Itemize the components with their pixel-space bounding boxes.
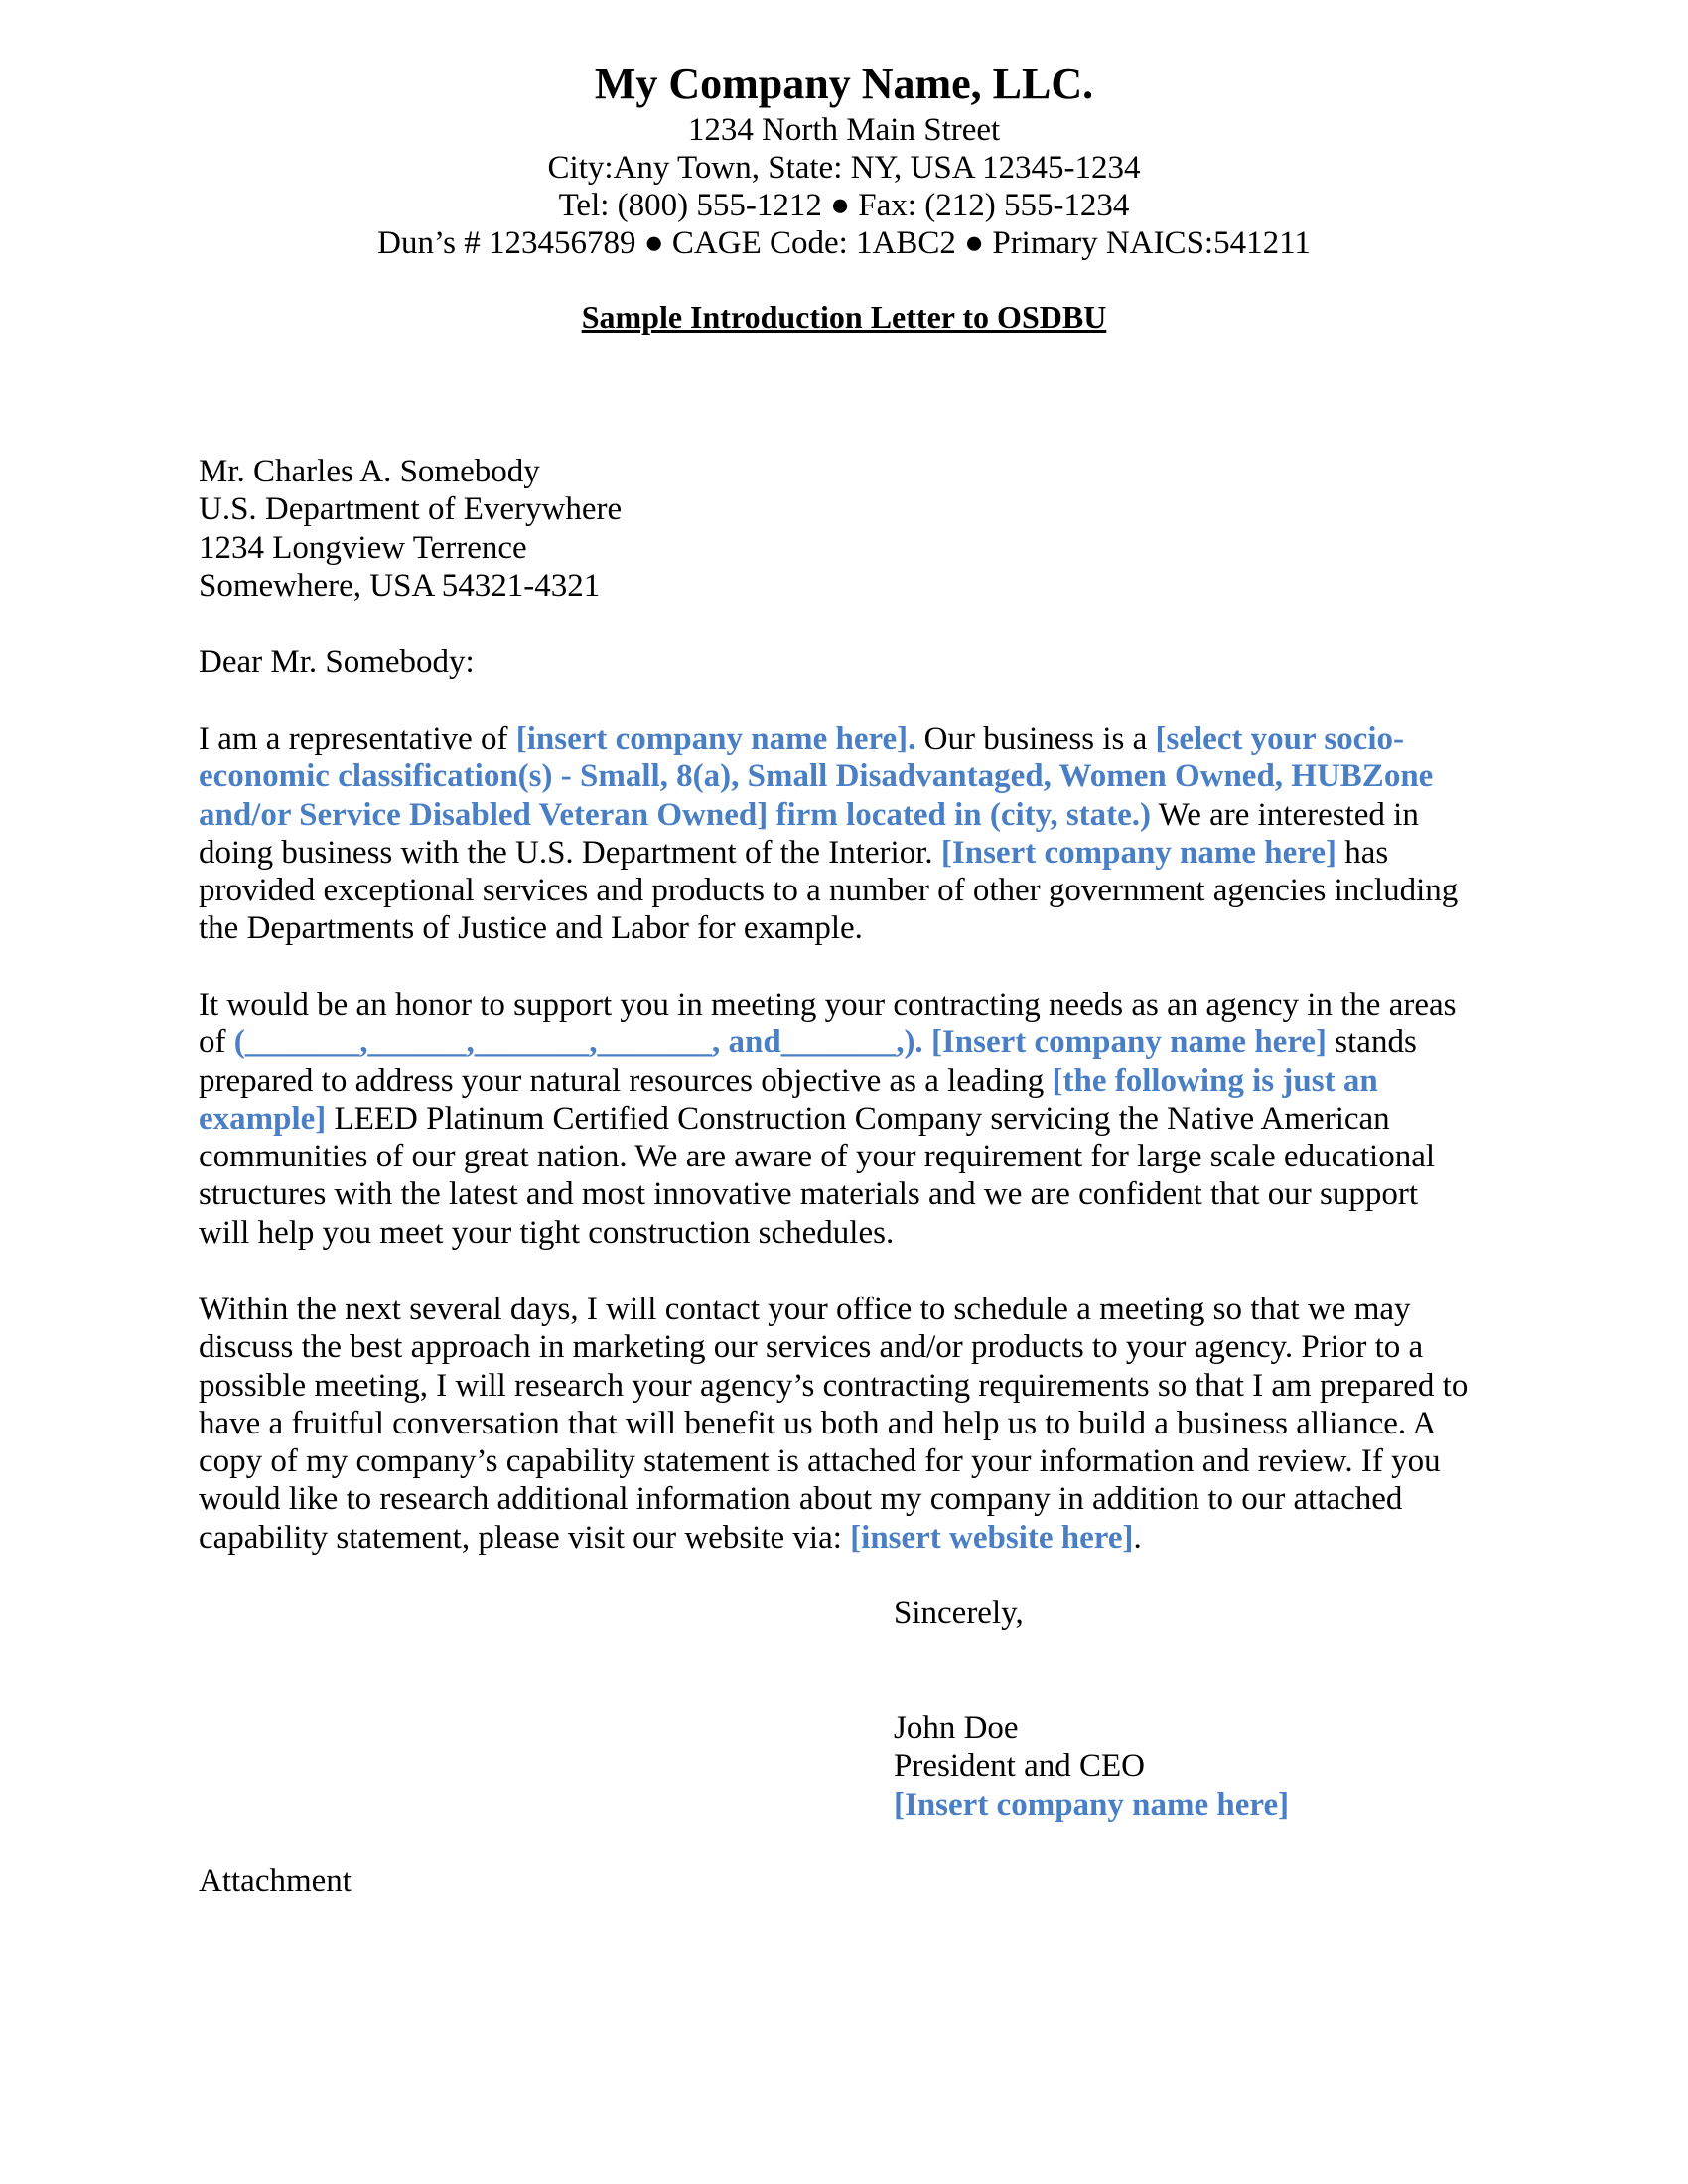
para2-line-6: structures with the latest and most innovative materials and we are confident that our support <box>199 1176 1418 1213</box>
paragraph-followup <box>199 1291 1499 1557</box>
para1-line-6: the Departments of Justice and Labor for example. <box>199 910 863 947</box>
signature-block <box>894 1709 1489 1824</box>
recipient-address <box>199 453 1499 605</box>
signer-title: President and CEO <box>894 1748 1145 1785</box>
recipient-street: 1234 Longview Terrence <box>199 529 527 566</box>
para3-line-6: would like to research additional information about my company in addition to our attached <box>199 1481 1403 1518</box>
recipient-name: Mr. Charles A. Somebody <box>199 454 540 489</box>
company-city-line: City:Any Town, State: NY, USA 12345-1234 <box>547 150 1141 186</box>
para2-text-3: prepared to address your natural resources objective as a leading <box>199 1062 1053 1099</box>
example-placeholder-start: [the following is just an <box>1052 1062 1378 1099</box>
company-name-placeholder: [insert company name here]. <box>515 721 916 756</box>
classification-placeholder-start: [select your socio- <box>1155 721 1404 756</box>
letter-title: Sample Introduction Letter to OSDBU <box>581 299 1107 335</box>
website-placeholder: [insert website here] <box>850 1519 1134 1556</box>
para1-text-2: Our business is a <box>915 721 1156 756</box>
letterhead <box>0 58 1688 262</box>
example-placeholder-end: example] <box>199 1100 327 1137</box>
para3-line-1: Within the next several days, I will contact your office to schedule a meeting so that we may <box>199 1292 1411 1327</box>
closing: Sincerely, <box>894 1595 1024 1631</box>
para2-line-7: will help you meet your tight construction schedules. <box>199 1214 895 1251</box>
para2-line-1: It would be an honor to support you in meeting your contracting needs as an agency in the areas <box>199 987 1457 1023</box>
para2-line-2 <box>199 1024 1499 1061</box>
recipient-department: U.S. Department of Everywhere <box>199 491 623 528</box>
para1-text-5: has <box>1336 834 1389 871</box>
company-ids-line: Dun’s # 123456789 ● CAGE Code: 1ABC2 ● Primary NAICS:541211 <box>377 225 1311 261</box>
para1-line-5: provided exceptional services and products to a number of other government agencies including <box>199 873 1459 909</box>
attachment-note: Attachment <box>199 1863 352 1899</box>
company-street: 1234 North Main Street <box>687 112 1001 148</box>
areas-blanks-placeholder: (_______,______,_______,_______, and_______,). <box>233 1024 923 1061</box>
paragraph-introduction <box>199 720 1499 948</box>
para2-line-3 <box>199 1062 1499 1100</box>
para2-line-4 <box>199 1100 1499 1138</box>
para1-text-1: I am a representative of <box>199 721 516 756</box>
para1-text-4: doing business with the U.S. Department of the Interior. <box>199 834 941 871</box>
para3-line-3: possible meeting, I will research your agency’s contracting requirements so that I am prepared to <box>199 1367 1469 1404</box>
para1-line-3 <box>199 796 1499 834</box>
para3-line-2: discuss the best approach in marketing our services and/or products to your agency. Prior to a <box>199 1329 1424 1366</box>
para3-text-7: capability statement, please visit our website via: <box>199 1519 851 1556</box>
classification-placeholder-end: and/or Service Disabled Veteran Owned] firm located in (city, state.) <box>199 796 1152 833</box>
company-name: My Company Name, LLC. <box>594 60 1094 108</box>
para1-line-4 <box>199 834 1499 872</box>
company-name-placeholder-2: [Insert company name here] <box>940 834 1336 871</box>
para3-period: . <box>1133 1519 1142 1556</box>
para3-line-7 <box>199 1519 1499 1557</box>
para3-line-4: have a fruitful conversation that will benefit us both and help us to build a business alliance. A <box>199 1405 1437 1441</box>
salutation: Dear Mr. Somebody: <box>199 644 475 680</box>
para2-text-of: of <box>199 1024 234 1061</box>
para2-text-stands: stands <box>1327 1024 1417 1061</box>
company-phone-line: Tel: (800) 555-1212 ● Fax: (212) 555-1234 <box>558 188 1130 223</box>
classification-placeholder-middle: economic classification(s) - Small, 8(a), Small Disadvantaged, Women Owned, HUBZone <box>199 758 1434 795</box>
para2-text-4: LEED Platinum Certified Construction Company servicing the Native American <box>326 1100 1390 1137</box>
para2-line-5: communities of our great nation. We are aware of your requirement for large scale educational <box>199 1139 1436 1175</box>
para1-line-1 <box>199 720 1499 757</box>
para1-text-3: We are interested in <box>1151 796 1419 833</box>
company-name-placeholder-3: [Insert company name here] <box>922 1024 1328 1061</box>
paragraph-support <box>199 986 1499 1252</box>
signer-name: John Doe <box>894 1710 1019 1746</box>
para3-line-5: copy of my company’s capability statement is attached for your information and review. If you <box>199 1443 1441 1480</box>
signer-company-placeholder: [Insert company name here] <box>894 1786 1290 1823</box>
recipient-city: Somewhere, USA 54321-4321 <box>199 567 601 604</box>
